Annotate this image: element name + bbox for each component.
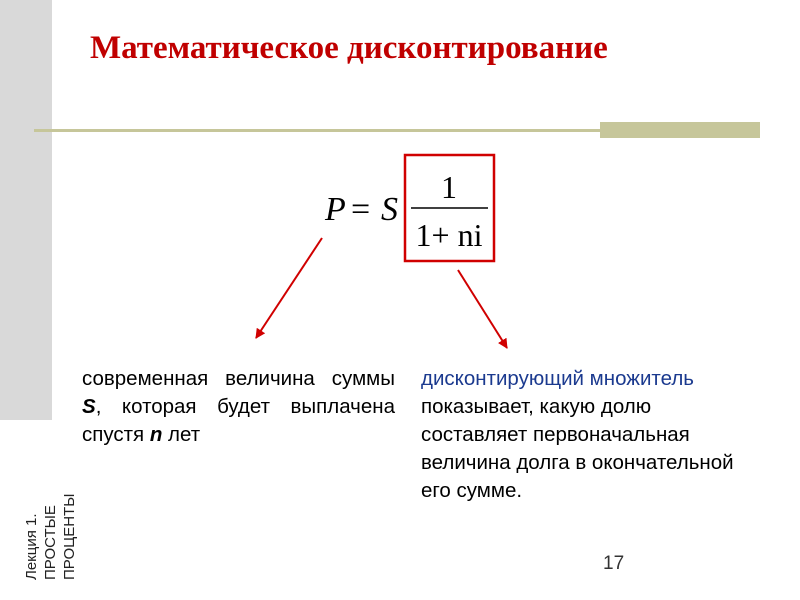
page-number: 17 [603,553,625,574]
lecture-label [22,494,79,581]
arrow-to-discount-factor [458,270,507,348]
slide-title: Математическое дисконтирование [90,30,608,66]
lecture-topic-line2: ПРОЦЕНТЫ [61,493,78,580]
formula-denominator: 1+ ni [415,217,483,253]
formula-factor-s: S [381,191,398,228]
arrow-to-present-value [256,238,322,338]
lecture-number: Лекция 1. [23,513,40,580]
discount-factor-term: дисконтирующий множитель [421,367,694,390]
formula-numerator: 1 [441,169,457,205]
desc-text: показывает, какую долю составляет первоначальная величина долга в окончательной его сумме. [421,395,734,502]
desc-text: лет [162,423,201,446]
variable-s: S [82,395,96,418]
formula-lhs: P [325,191,346,228]
present-value-description [82,365,395,449]
variable-n: n [149,423,163,446]
discount-factor-description [421,365,757,505]
formula-equals: = [351,191,371,228]
desc-text: , которая будет выплачена спустя [82,395,395,446]
lecture-topic-line1: ПРОСТЫЕ [42,505,59,580]
desc-text: современная величина суммы [82,367,395,390]
